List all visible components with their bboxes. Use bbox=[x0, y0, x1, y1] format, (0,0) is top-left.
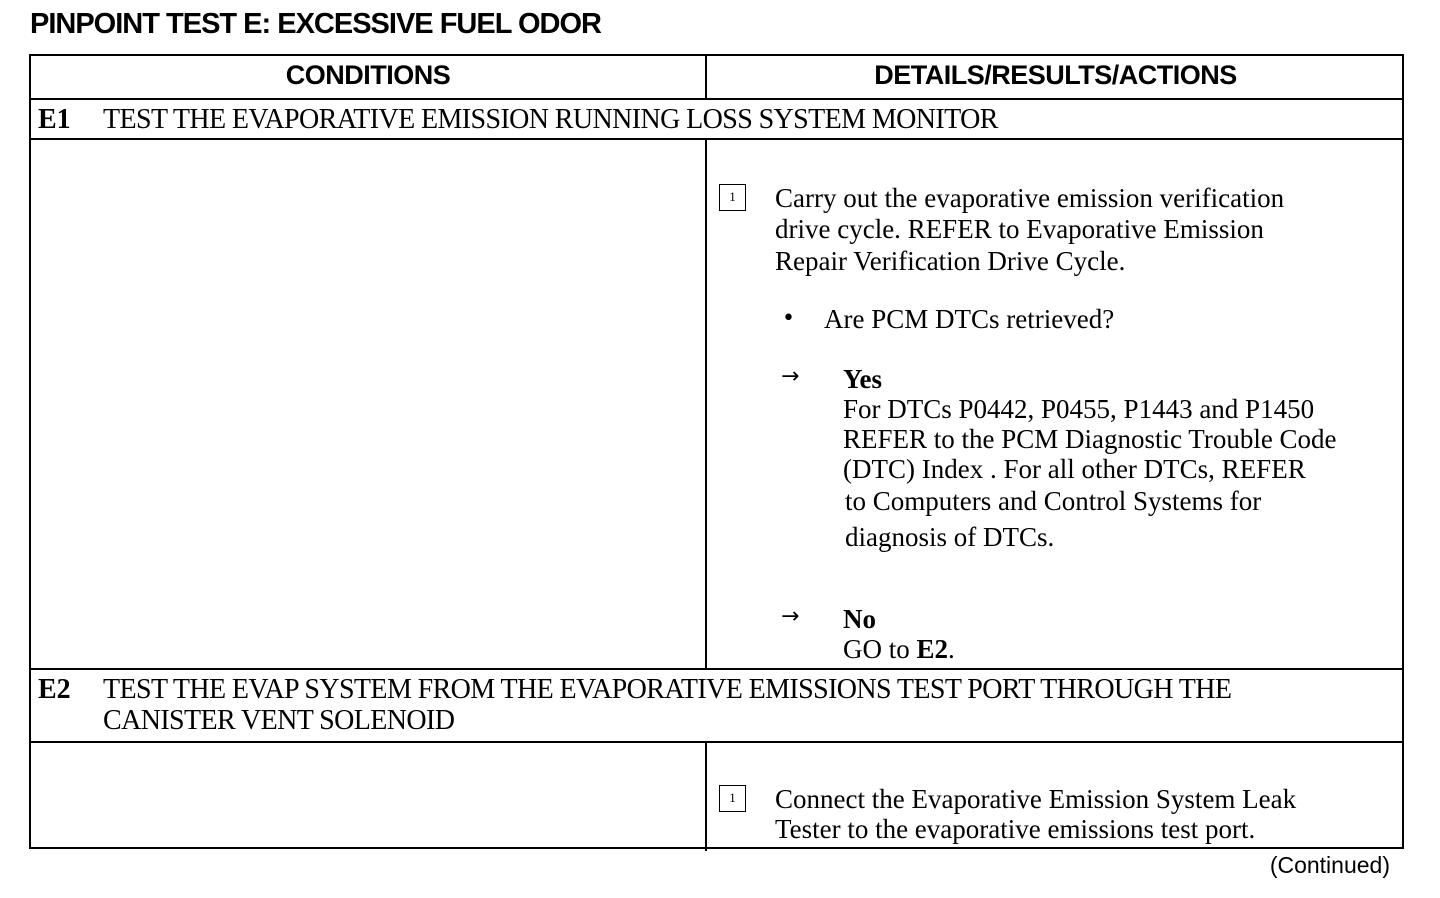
yes-line: For DTCs P0442, P0455, P1443 and P1450 bbox=[843, 394, 1315, 424]
no-action-text: GO to bbox=[843, 634, 917, 664]
divider bbox=[31, 741, 1402, 743]
instruction-line: drive cycle. REFER to Evaporative Emission bbox=[775, 214, 1264, 244]
divider bbox=[31, 138, 1402, 140]
yes-line: diagnosis of DTCs. bbox=[845, 522, 1055, 552]
instruction-line: Tester to the evaporative emissions test port. bbox=[775, 814, 1256, 844]
column-header-details: DETAILS/RESULTS/ACTIONS bbox=[874, 60, 1237, 90]
divider bbox=[31, 668, 1402, 670]
yes-line: (DTC) Index . For all other DTCs, REFER bbox=[843, 454, 1306, 484]
yes-line: REFER to the PCM Diagnostic Trouble Code bbox=[843, 424, 1337, 454]
step-title-e1: TEST THE EVAPORATIVE EMISSION RUNNING LOSS SYSTEM MONITOR bbox=[103, 104, 998, 135]
instruction-line: Carry out the evaporative emission verification bbox=[775, 183, 1285, 213]
step-title-e2: TEST THE EVAP SYSTEM FROM THE EVAPORATIVE EMISSIONS TEST PORT THROUGH THE bbox=[103, 674, 1232, 705]
continued-note: (Continued) bbox=[1269, 852, 1390, 878]
step-number-box: 1 bbox=[719, 785, 746, 812]
instruction-line: Repair Verification Drive Cycle. bbox=[775, 246, 1126, 276]
step-id-e2: E2 bbox=[38, 674, 71, 705]
step-id-e1: E1 bbox=[38, 104, 71, 135]
no-action-suffix: . bbox=[948, 634, 955, 664]
arrow-right-icon: → bbox=[781, 604, 800, 629]
column-divider bbox=[705, 741, 707, 851]
yes-line: to Computers and Control Systems for bbox=[845, 486, 1262, 516]
bullet-icon: • bbox=[782, 306, 795, 331]
pinpoint-test-table bbox=[29, 54, 1404, 849]
step-title-e2: CANISTER VENT SOLENOID bbox=[103, 705, 455, 736]
divider bbox=[31, 98, 1402, 100]
yes-label: Yes bbox=[843, 364, 882, 394]
page-title: PINPOINT TEST E: EXCESSIVE FUEL ODOR bbox=[30, 8, 601, 40]
no-action-target: E2 bbox=[916, 634, 949, 664]
column-divider bbox=[705, 138, 707, 668]
no-action bbox=[843, 634, 955, 665]
question: Are PCM DTCs retrieved? bbox=[824, 304, 1115, 334]
column-header-conditions: CONDITIONS bbox=[285, 60, 451, 90]
instruction-line: Connect the Evaporative Emission System Leak bbox=[775, 784, 1297, 814]
no-label: No bbox=[843, 604, 876, 634]
arrow-right-icon: → bbox=[781, 364, 800, 389]
step-number-box: 1 bbox=[719, 184, 746, 211]
